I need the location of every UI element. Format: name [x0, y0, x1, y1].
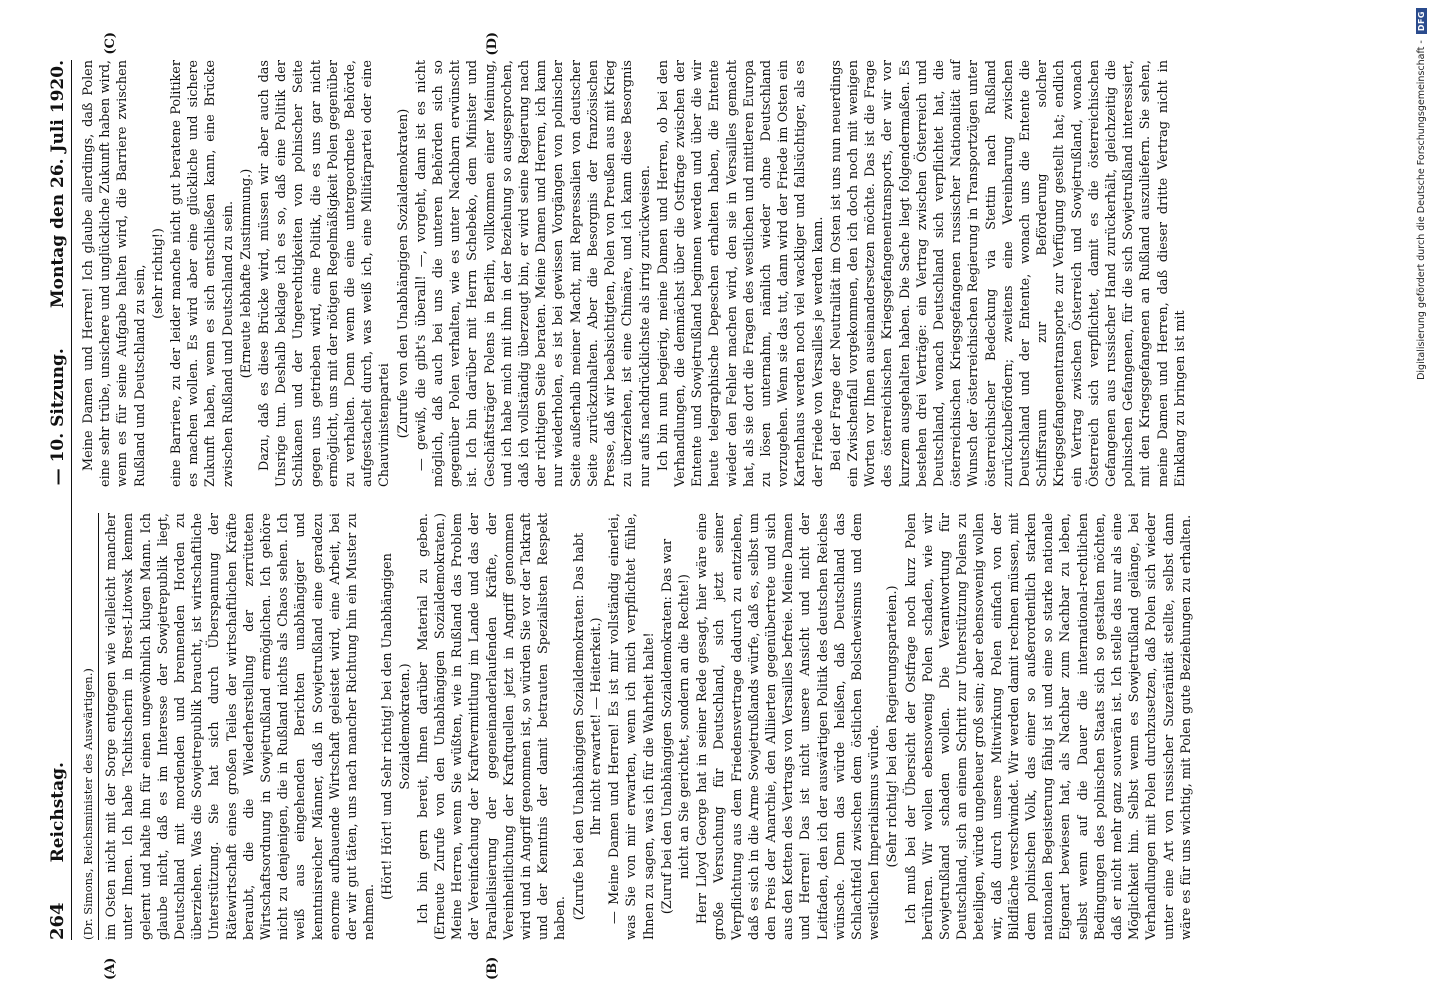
- digitization-notice-text-row: [1416, 8, 1427, 698]
- left-column: [80, 513, 1196, 980]
- margin-marker-a: (A): [103, 957, 118, 980]
- paragraph: — gewiß, die gibt's überall! —, vorgeht, dann ist es nicht möglich, daß auch bei uns die unteren Behörden sich so gegenüber Polen verhalten, wie es unter Nachbarn erwünscht ist. Ich bin darüber mit Herrn Schebeko, dem Minister und Geschäftsträger Polens in Berlin, vollkommen einer Meinung, und ich habe mich mit ihm in der Beziehung so ausgesprochen, daß ich vollständig überzeugt bin, er wird seine Regierung nach der richtigen Seite beraten. Meine Damen und Herren, ich kann nur wiederholen, es ist bei gewissen Vorgängen von polnischer Seite außerhalb meiner Macht, mit Repressalien von deutscher Seite zurückzuhalten. Aber die Besorgnis der französischen Presse, daß wir beabsichtigten, Polen von Preußen aus mit Krieg zu überziehen, ist eine Chimäre, und ich kann diese Besorgnis nur aufs nachdrücklichste als irrig zurückweisen.: [413, 60, 653, 487]
- paragraph: — Meine Damen und Herren! Es ist mir vollständig einerlei, was Sie von mir erwarten, wenn ich mich verpflichtet fühle, Ihnen zu sagen, was ich für die Wahrheit halte!: [607, 513, 657, 940]
- interjection: (Sehr richtig! bei den Regierungsparteien.): [885, 585, 901, 868]
- paragraph: Ich bin gern bereit, Ihnen darüber Material zu geben. (Erneute Zurufe von den Unabhängigen Sozialdemokraten.) Meine Herren, wenn Sie wüßten, wie in Rußland das Problem der Vereinfachung der Kraftvermittlung im Lande und das der Parallelisierung der gegeneinanderlaufenden Kräfte, der Vereinheitlichung der Kraftquellen jetzt in Angriff genommen wird und in Angriff genommen ist, so würden Sie vor der Tatkraft und der Kenntnis der damit betrauten Spezialisten Respekt haben.: [415, 513, 569, 940]
- digitization-notice: [1416, 8, 1430, 988]
- right-column: [80, 32, 1196, 487]
- interjection: (Zurufe von den Unabhängigen Sozialdemokraten): [395, 108, 411, 439]
- interjection: (Erneute lebhafte Zustimmung.): [238, 168, 254, 379]
- interjection: (sehr richtig!): [150, 228, 166, 319]
- paragraph: Bei der Frage der Neutralität im Osten ist uns nun neuerdings ein Zwischenfall vorgekommen, den ich doch noch mit wenigen Worten vor Ihnen auseinandersetzen möchte. Das ist die Frage des österreichischen Kriegsgefangenentransports, der wir vor kurzem ausgehalten haben. Die Sache liegt folgendermaßen. Es bestehen drei Verträge: ein Vertrag zwischen Österreich und Deutschland, wonach Deutschland sich verpflichtet hat, die österreichischen Kriegsgefangenen russischer Nationalität auf Wunsch der österreichischen Regierung in Transportzügen unter österreichischer Bedeckung via Stettin nach Rußland zurückzubefördern; zweitens eine Vereinbarung zwischen Deutschland und der Entente, wonach uns die Entente die Schiffsraum zur Beförderung solcher Kriegsgefangenentransporte zur Verfügung gestellt hat; endlich ein Vertrag zwischen Österreich und Sowjetrußland, wonach Österreich sich verpflichtet, damit es die österreichischen Gefangenen aus russischer Hand zurückerhält, gleichzeitig die polnischen Gefangenen, für die sich Sowjetrußland interessiert, mit den Kriegsgefangenen an Rußland auszuliefern. Sie sehen, meine Damen und Herren, daß dieser dritte Vertrag nicht in Einklang zu bringen ist mit: [828, 60, 1188, 487]
- paragraph: eine Barriere, zu der leider manche nicht gut beratene Politiker es machen wollen. Es wird aber eine glückliche und sichere Zukunft haben, wenn es sich entschließen kann, eine Brücke zwischen Rußland und Deutschland zu sein.: [169, 60, 236, 487]
- paragraph: Ich muß bei der Übersicht der Ostfrage noch kurz Polen berühren. Wir wollen ebensowenig Polen schaden, wie wir Sowjetrußland schaden wollen. Die Verantwortung für Deutschland, sich an einem Schritt zur Unterstützung Polens zu beteiligen, würde ungeheuer groß sein; aber ebensowenig wollen wir, daß durch unsere Mitwirkung Polen einfach von der Bildfläche verschwindet. Wir werden damit rechnen müssen, mit dem polnischen Volk, das einer so außerordentlich starken nationalen Begeisterung fähig ist und eine so starke nationale Eigenart bewiesen hat, als Nachbar zum Nachbar zu leben, selbst wenn auf die Dauer die international-rechtlichen Bedingungen des polnischen Staats sich so gestalten möchten, daß er nicht mehr ganz souverän ist. Ich stelle das nur als eine Möglichkeit hin. Selbst wenn es Sowjetrußland gelänge, bei Verhandlungen mit Polen durchzusetzen, daß Polen sich wieder unter eine Art von russischer Suzeränität stellte, selbst dann wäre es für uns wichtig, mit Polen gute Beziehungen zu erhalten.: [903, 513, 1194, 940]
- publication-title: Reichstag.: [48, 762, 68, 863]
- page-header: [38, 60, 72, 940]
- paragraph: Meine Damen und Herren! Ich glaube allerdings, daß Polen eine sehr trübe, unsichere und unglückliche Zukunft haben wird, wenn es für seine Aufgabe halten wird, die Barriere zwischen Rußland und Deutschland zu sein,: [81, 60, 148, 487]
- margin-marker-b: (B): [485, 956, 500, 980]
- header-right: [48, 60, 68, 485]
- rotated-document-page: [30, 30, 1410, 990]
- session-title: — 10. Sitzung.: [48, 348, 68, 486]
- interjection: (Zurufe bei den Unabhängigen Sozialdemokraten: Das habt Ihr nicht erwartet! — Heiterkeit.): [571, 532, 604, 921]
- page-number: 264: [47, 902, 68, 940]
- margin-marker-d: (D): [485, 32, 500, 56]
- margin-marker-c: (C): [103, 32, 118, 55]
- interjection: (Hört! Hört! und Sehr richtig! bei den Unabhängigen Sozialdemokraten.): [380, 553, 413, 900]
- session-date: Montag den 26. Juli 1920.: [48, 60, 68, 309]
- text-columns: [80, 32, 1196, 980]
- speaker-context: (Dr. Simons, Reichsminister des Auswärtigen.): [80, 513, 99, 940]
- paragraph: Dazu, daß es diese Brücke wird, müssen wir aber auch das Unsrige tun. Deshalb beklage ich es so, daß eine Politik der Schikanen und der Ungerechtigkeiten von polnischer Seite gegen uns getrieben wird, eine Politik, die es uns gar nicht ermöglicht, uns mit der nötigen Regelmäßigkeit Polen gegenüber zu verhalten. Denn wenn die eine untergeordnete Behörde, aufgestachelt durch, was weiß ich, eine Militärpartei oder eine Chauvinistenpartei: [257, 60, 393, 487]
- dfg-logo-badge: DFG: [1416, 8, 1427, 34]
- paragraph: Ich bin nun begierig, meine Damen und Herren, ob bei den Verhandlungen, die demnächst über die Ostfrage zwischen der Entente und Sowjetrußland beginnen werden und über die wir heute telegraphische Depeschen erhalten haben, die Entente wieder den Fehler machen wird, den sie in Versailles gemacht hat, als sie dort die Fragen des westlichen und mittleren Europa zu lösen unternahm, nämlich wieder ohne Deutschland vorzugehen. Wenn sie das tut, dann wird der Friede im Osten ein Kartenhaus werden noch viel wackliger und fallsüchtiger, als es der Friede von Versailles je werden kann.: [655, 60, 826, 487]
- paragraph: im Osten nicht mit der Sorge entgegen wie vielleicht mancher unter Ihnen. Ich habe Tschitscherin in Brest-Litowsk kennen gelernt und halte ihn für einen ungewöhnlich klugen Mann. Ich glaube nicht, daß es im Interesse der Sowjetrepublik liegt, Deutschland mit mordenden und brennenden Horden zu überziehen. Was die Sowjetrepublik braucht, ist wirtschaftliche Unterstützung. Sie hat sich durch Überspannung der Rätewirtschaft eines großen Teiles der wirtschaftlichen Kräfte beraubt, die die Wiederherstellung der zerrütteten Wirtschaftsordnung in Sowjetrußland ermöglichen. Ich gehöre nicht zu denjenigen, die in Rußland nichts als Chaos sehen. Ich weiß aus eingehenden Berichten unabhängiger und kenntnisreicher Männer, daß in Sowjetrußland eine geradezu enorme aufbauende Wirtschaft geleistet wird, eine Arbeit, bei der wir gut täten, uns nach mancher Richtung hin ein Muster zu nehmen.: [104, 513, 378, 940]
- header-left: [47, 762, 68, 940]
- interjection: (Zuruf bei den Unabhängigen Sozialdemokraten: Das war nicht an Sie gerichtet, sondern an die Rechte!): [659, 538, 692, 915]
- digitization-notice-text: Digitalisierung gefördert durch die Deutsche Forschungsgemeinschaft -: [1416, 40, 1427, 380]
- paragraph: Herr Lloyd George hat in seiner Rede gesagt, hier wäre eine große Versuchung für Deutschland, sich jetzt seiner Verpflichtung aus dem Friedensvertrage dadurch zu entziehen, daß es sich in die Arme Sowjetrußlands würfe, daß es, selbst um den Preis der Anarchie, den Alliierten gegenübertrete und sich aus den Ketten des Vertrags von Versailles befreie. Meine Damen und Herren! Das ist nicht unsere Ansicht und nicht der Leitfaden, den ich der auswärtigen Politik des deutschen Reiches wünsche. Denn das würde heißen, daß Deutschland das Schlachtfeld zwischen dem östlichen Bolschewismus und dem westlichen Imperialismus würde.: [695, 513, 883, 940]
